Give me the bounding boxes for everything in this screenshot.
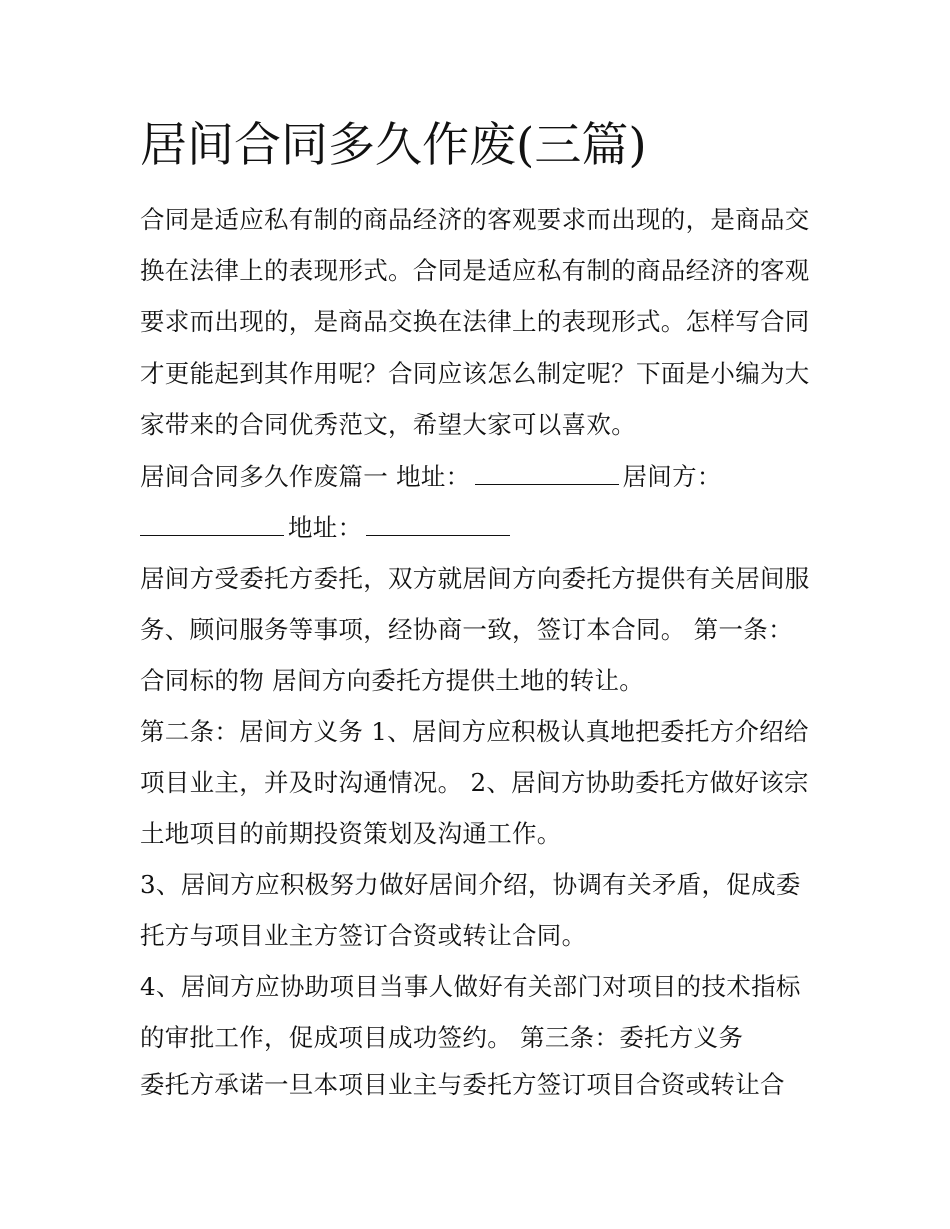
form-label-address: 居间合同多久作废篇一 地址： [140,462,471,491]
form-line-address [140,460,722,494]
body-line: 土地项目的前期投资策划及沟通工作。 [140,819,562,848]
body-line: 第二条：居间方义务 1、居间方应积极认真地把委托方介绍给 [140,717,809,746]
body-line: 合同标的物 居间方向委托方提供土地的转让。 [140,666,645,695]
body-line: 务、顾问服务等事项，经协商一致，签订本合同。 第一条： [140,615,793,644]
form-line-broker [140,511,514,545]
body-line: 居间方受委托方委托，双方就居间方向委托方提供有关居间服 [140,564,810,593]
address-blank-2 [366,513,510,536]
body-line: 委托方承诺一旦本项目业主与委托方签订项目合资或转让合 [140,1070,785,1099]
body-line: 4、居间方应协助项目当事人做好有关部门对项目的技术指标 [140,972,801,1001]
broker-blank [140,513,284,536]
body-line: 托方与项目业主方签订合资或转让合同。 [140,921,587,950]
form-label-broker: 居间方： [622,462,722,491]
intro-line: 合同是适应私有制的商品经济的客观要求而出现的，是商品交 [140,205,810,234]
body-line: 项目业主，并及时沟通情况。 2、居间方协助委托方做好该宗 [140,768,809,797]
form-label-address-2: 地址： [288,513,363,542]
body-line: 3、居间方应积极努力做好居间介绍，协调有关矛盾，促成委 [140,870,801,899]
intro-line: 才更能起到其作用呢？合同应该怎么制定呢？下面是小编为大 [140,359,810,388]
document-title: 居间合同多久作废(三篇) [140,118,647,173]
intro-line: 家带来的合同优秀范文，希望大家可以喜欢。 [140,410,636,439]
body-line: 的审批工作，促成项目成功签约。 第三条：委托方义务 [140,1023,744,1052]
address-blank [475,462,619,485]
intro-line: 要求而出现的，是商品交换在法律上的表现形式。怎样写合同 [140,307,810,336]
intro-line: 换在法律上的表现形式。合同是适应私有制的商品经济的客观 [140,256,810,285]
